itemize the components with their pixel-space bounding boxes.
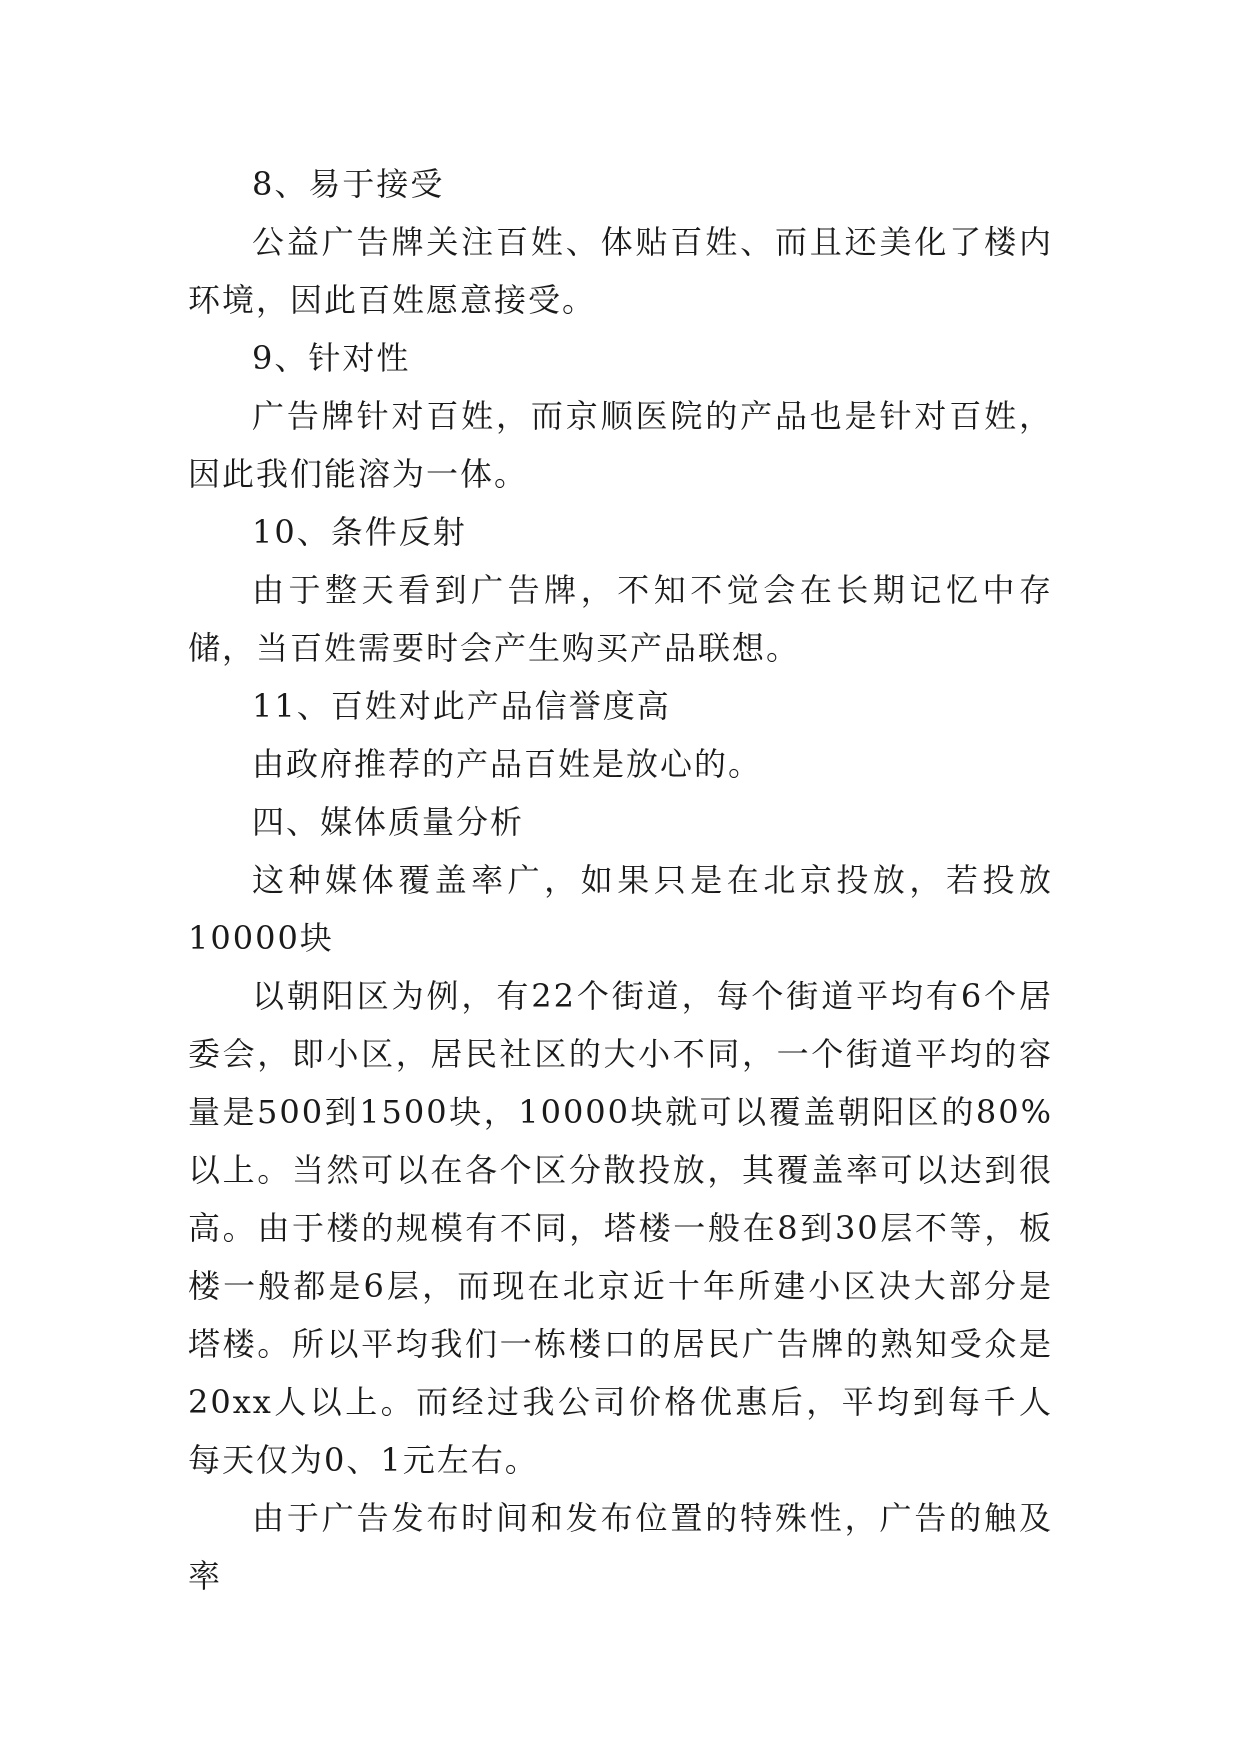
section-heading-11: 11、百姓对此产品信誉度高 [252,687,671,725]
body-paragraph: 由于整天看到广告牌，不知不觉会在长期记忆中存储，当百姓需要时会产生购买产品联想。 [188,571,1053,667]
body-paragraph: 以朝阳区为例，有22个街道，每个街道平均有6个居委会，即小区，居民社区的大小不同，一个街道平均的容量是500到1500块，10000块就可以覆盖朝阳区的80%以上。当然可以在各个区分散投放，其覆盖率可以达到很高。由于楼的规模有不同，塔楼一般在8到30层不等，板楼一般都是6层，而现在北京近十年所建小区决大部分是塔楼。所以平均我们一栋楼口的居民广告牌的熟知受众是20xx人以上。而经过我公司价格优惠后，平均到每千人每天仅为0、1元左右。 [188,977,1053,1479]
section-heading-4: 四、媒体质量分析 [252,803,525,841]
body-paragraph: 由政府推荐的产品百姓是放心的。 [252,745,763,783]
body-paragraph: 公益广告牌关注百姓、体贴百姓、而且还美化了楼内环境，因此百姓愿意接受。 [188,223,1053,319]
section-heading-10: 10、条件反射 [252,513,467,551]
section-heading-9: 9、针对性 [252,339,411,377]
document-body [188,155,1053,1605]
body-paragraph: 这种媒体覆盖率广，如果只是在北京投放，若投放10000块 [188,861,1053,957]
section-heading-8: 8、易于接受 [252,165,445,203]
body-paragraph: 由于广告发布时间和发布位置的特殊性，广告的触及率 [188,1499,1053,1595]
body-paragraph: 广告牌针对百姓，而京顺医院的产品也是针对百姓，因此我们能溶为一体。 [188,397,1053,493]
